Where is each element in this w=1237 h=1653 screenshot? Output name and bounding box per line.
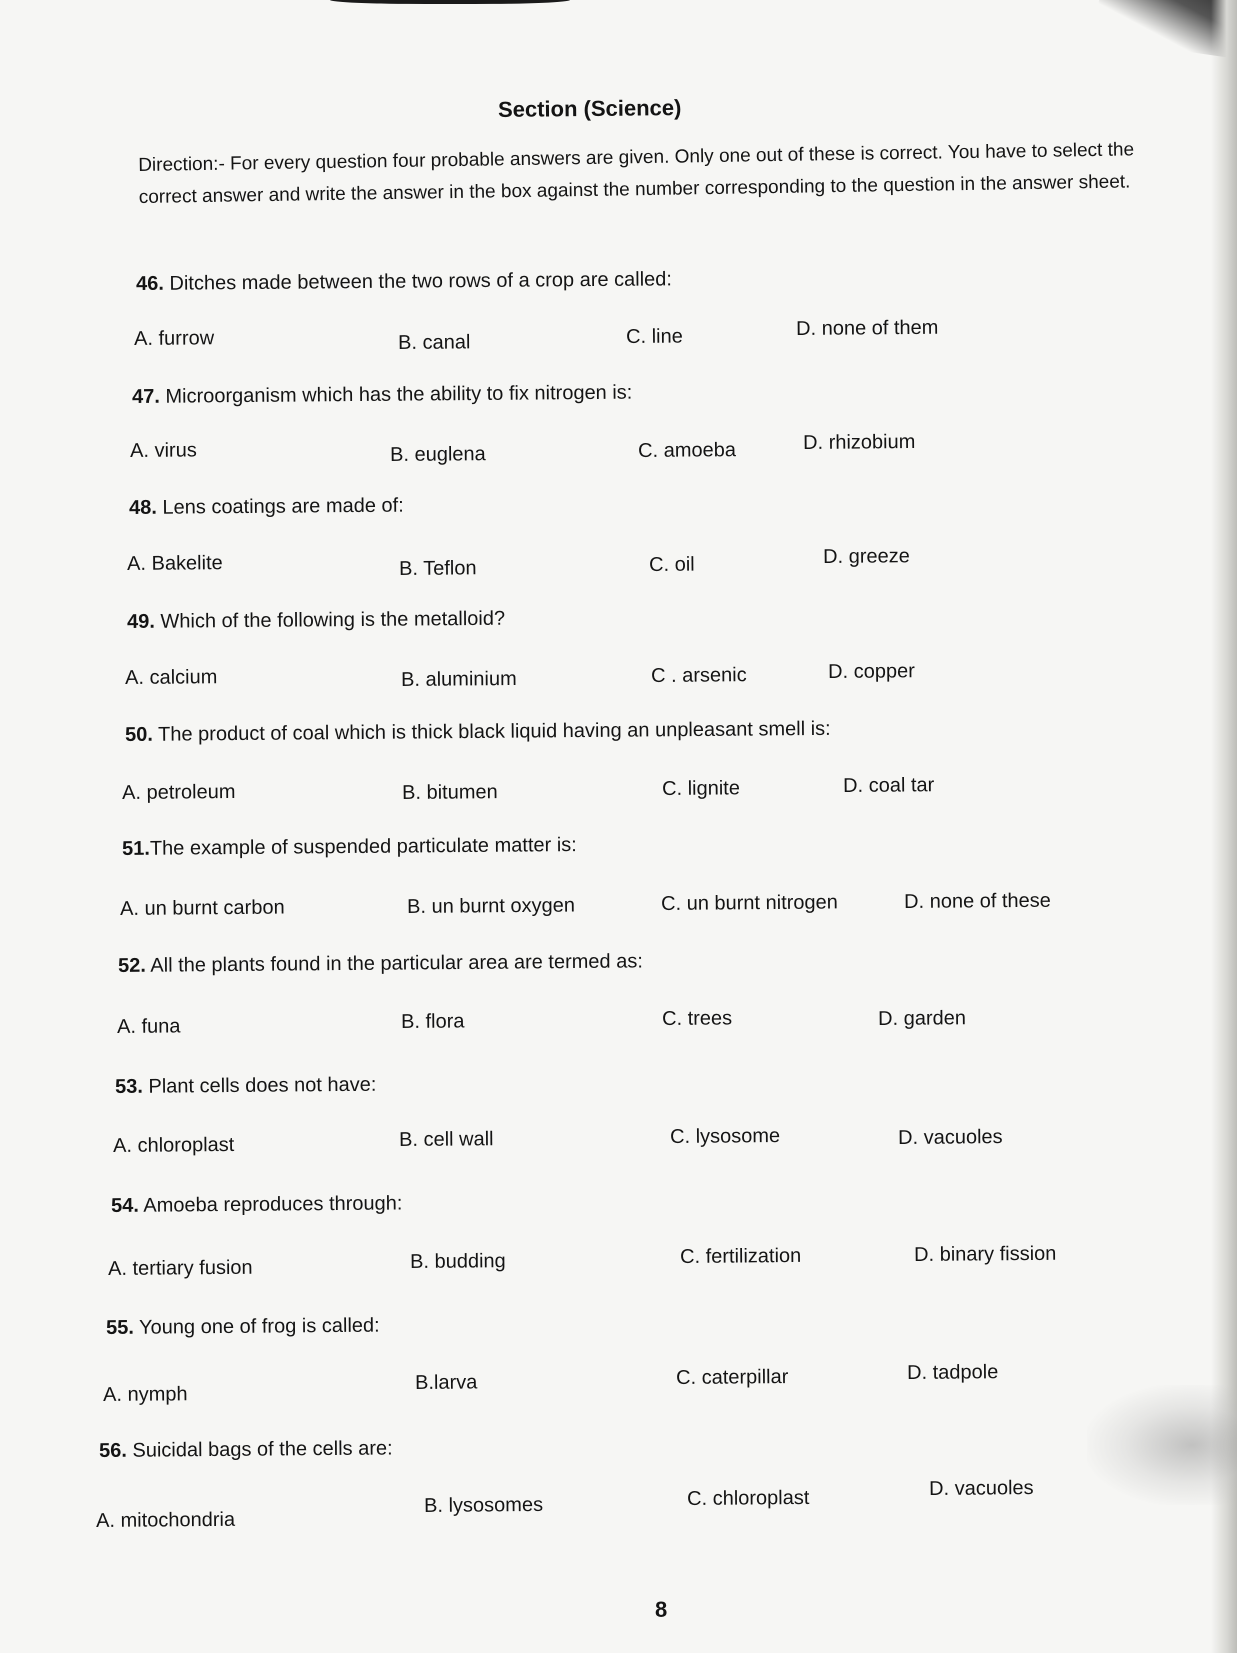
question-text: Suicidal bags of the cells are: xyxy=(126,1437,393,1462)
option-51-a: A. un burnt carbon xyxy=(120,896,285,920)
option-52-d: D. garden xyxy=(878,1007,967,1030)
question-number: 49. xyxy=(127,610,156,633)
option-55-b: B.larva xyxy=(415,1371,478,1394)
option-52-b: B. flora xyxy=(401,1010,465,1033)
option-56-c: C. chloroplast xyxy=(687,1486,810,1510)
question-56 xyxy=(99,1437,393,1463)
option-47-c: C. amoeba xyxy=(638,439,737,462)
option-47-b: B. euglena xyxy=(390,443,486,466)
question-number: 54. xyxy=(111,1194,140,1217)
question-49 xyxy=(127,608,505,634)
question-55 xyxy=(106,1315,380,1340)
question-48 xyxy=(129,495,404,520)
option-54-c: C. fertilization xyxy=(680,1244,802,1268)
option-52-a: A. funa xyxy=(117,1015,181,1038)
question-text: Lens coatings are made of: xyxy=(156,494,404,519)
question-number: 50. xyxy=(125,723,154,746)
question-number: 51. xyxy=(122,837,151,860)
question-number: 47. xyxy=(132,385,161,408)
scan-smudge xyxy=(1087,1385,1237,1505)
option-50-b: B. bitumen xyxy=(402,781,498,804)
option-47-a: A. virus xyxy=(130,439,197,462)
question-number: 53. xyxy=(115,1075,144,1098)
option-54-d: D. binary fission xyxy=(914,1242,1057,1266)
question-number: 46. xyxy=(136,272,165,295)
option-48-a: A. Bakelite xyxy=(127,552,223,575)
question-47 xyxy=(132,382,632,409)
option-48-d: D. greeze xyxy=(823,545,910,568)
section-title: Section (Science) xyxy=(497,95,682,122)
question-text: Ditches made between the two rows of a crop are called: xyxy=(163,268,673,295)
option-55-d: D. tadpole xyxy=(907,1361,999,1384)
option-48-b: B. Teflon xyxy=(399,557,477,580)
page-number: 8 xyxy=(655,1597,668,1622)
question-text: Young one of frog is called: xyxy=(133,1314,380,1339)
option-54-a: A. tertiary fusion xyxy=(108,1256,253,1280)
question-text: The example of suspended particulate matter is: xyxy=(149,834,577,860)
question-number: 55. xyxy=(106,1316,135,1339)
question-number: 56. xyxy=(99,1439,128,1462)
option-49-a: A. calcium xyxy=(125,666,218,689)
option-55-a: A. nymph xyxy=(103,1383,188,1406)
question-text: Which of the following is the metalloid? xyxy=(154,607,506,633)
option-55-c: C. caterpillar xyxy=(676,1366,789,1389)
option-46-a: A. furrow xyxy=(134,327,215,350)
question-text: All the plants found in the particular area are termed as: xyxy=(145,950,643,977)
option-53-c: C. lysosome xyxy=(670,1125,781,1148)
option-49-d: D. copper xyxy=(828,660,915,683)
question-text: Amoeba reproduces through: xyxy=(138,1192,403,1217)
option-51-d: D. none of these xyxy=(904,889,1051,913)
option-50-c: C. lignite xyxy=(662,777,741,800)
option-52-c: C. trees xyxy=(662,1007,733,1030)
option-51-b: B. un burnt oxygen xyxy=(407,894,576,918)
question-text: Plant cells does not have: xyxy=(142,1073,377,1098)
option-53-d: D. vacuoles xyxy=(898,1126,1003,1149)
option-50-d: D. coal tar xyxy=(843,774,935,797)
question-54 xyxy=(111,1192,403,1218)
option-56-b: B. lysosomes xyxy=(424,1493,544,1517)
question-number: 52. xyxy=(118,954,147,977)
option-56-a: A. mitochondria xyxy=(96,1508,236,1532)
question-text: Microorganism which has the ability to fix nitrogen is: xyxy=(159,381,633,408)
option-53-b: B. cell wall xyxy=(399,1128,494,1151)
question-52 xyxy=(118,950,643,978)
option-54-b: B. budding xyxy=(410,1250,506,1273)
question-50 xyxy=(125,718,831,747)
question-number: 48. xyxy=(129,496,158,519)
option-48-c: C. oil xyxy=(649,553,695,576)
option-47-d: D. rhizobium xyxy=(803,431,916,454)
scan-shadow-top xyxy=(330,0,570,4)
option-49-c: C . arsenic xyxy=(651,664,747,687)
option-46-d: D. none of them xyxy=(796,316,939,340)
option-50-a: A. petroleum xyxy=(122,781,236,804)
direction-text: Direction:- For every question four probable answers are given. Only one out of these is correct. You have to select the correct answer and write the answer in the box against the number corresponding to the question in the answer sheet. xyxy=(138,139,1135,208)
option-51-c: C. un burnt nitrogen xyxy=(661,891,838,915)
option-49-b: B. aluminium xyxy=(401,667,517,691)
question-51 xyxy=(122,834,577,861)
option-56-d: D. vacuoles xyxy=(929,1477,1034,1500)
option-46-c: C. line xyxy=(626,325,683,348)
question-46 xyxy=(136,268,672,296)
question-53 xyxy=(115,1074,376,1099)
option-53-a: A. chloroplast xyxy=(113,1133,235,1157)
option-46-b: B. canal xyxy=(398,331,471,354)
question-text: The product of coal which is thick black liquid having an unpleasant smell is: xyxy=(152,717,831,746)
